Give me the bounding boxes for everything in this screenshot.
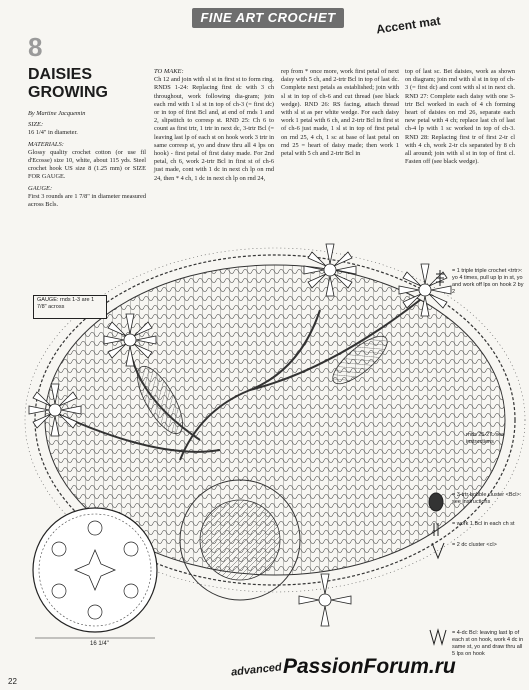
materials-text: Glossy quality crochet cotton (or use fil d'Ecosse) size 10, white, about 115 yds. Steel crochet hook US size 8 (1.25 mm) or SIZE FOR GAUGE. [28, 148, 146, 181]
size-label: SIZE: [28, 121, 44, 129]
title-line-1: DAISIES [28, 66, 93, 83]
left-column [28, 110, 146, 209]
legend-bcl3: = 3-trtr bobble cluster <Bcl>: see instructions [452, 492, 522, 505]
pattern-title [28, 66, 108, 102]
instructions-text-2: Ch 12 and join with sl st in first st to form ring. RNDS 1-24: Replacing first dc with 3 ch throughout, work following dia-gram; join each rnd with 1 sl st in top of ch-3 (= first dc) or in top of first Bcl and, at end of rnds 1 and 2, slipstitch to corresp st. RND 25: Ch 6 to count as first trtr, 1 trtr in next dc, 3-trtr Bcl (= leaving last lp of each st on hook work 3 trtr in same corresp st, yo and draw thru all 4 lps on hook) - first petal of first daisy made. For 2nd petal, ch 6, work 2-trtr Bcl in first st of ch-6 just made, cont with 1 dc in next ch lp on rnd 24, then * 4 ch, 1 dc in next ch lp on rnd 24, [154, 76, 274, 182]
author: By Martine Jacquemin [28, 110, 86, 117]
banner-title: FINE ART CROCHET [200, 10, 336, 25]
instructions-column-3 [281, 68, 399, 158]
instructions-column-4 [405, 68, 515, 166]
accent-mat-heading: Accent mat [375, 13, 442, 37]
materials-label: MATERIALS: [28, 140, 64, 148]
legend-cl2: = 2 dc cluster <cl> [452, 542, 497, 548]
instructions-column-2 [154, 68, 274, 183]
legend-bcl-dc: = work 1 Bcl in each ch st [452, 521, 515, 527]
watermark: PassionForum.ru [283, 655, 456, 678]
daisy-5 [299, 574, 351, 626]
gauge-label: GAUGE: [28, 184, 53, 192]
pattern-number: 8 [28, 32, 43, 62]
gauge-text: First 3 rounds are 1 7/8" in diameter measured across Bcls. [28, 192, 146, 209]
page-number: 22 [8, 677, 17, 686]
title-line-2: GROWING [28, 84, 108, 101]
gauge-box: GAUGE: rnds 1-3 are 1 7/8" across [33, 295, 107, 319]
section-banner [192, 8, 344, 28]
publisher-logo: advanced [230, 661, 283, 679]
daisy-2 [399, 264, 451, 316]
legend-rnds: rnds 25-27: see instructions [466, 432, 505, 445]
daisy-4 [29, 384, 81, 436]
daisy-1 [304, 244, 356, 296]
mini-doily [33, 508, 157, 632]
legend-trtr: = 1 triple triple crochet <trtr>: yo 4 times, pull up lp in st, yo and work off lps on hook 2 by 2 [452, 268, 524, 295]
diagram-dimension: 16 1/4" [90, 641, 109, 647]
instructions-text-4: top of last sc. Bet daisies, work as shown on diagram; join rnd with sl st in top of ch-3 (= first dc) and cont with sl st in next ch. RND 27: Complete each daisy with one 3-trtr Bcl worked in each of 4 ch forming heart of daisies on rnd 26, separate each new petal with 4 ch; replace last ch of last ch-4 lp with 1 sc worked in top of ch-3. RND 28: Replacing first tr of first 2-tr cl with 4 ch, work 2-tr cls separated by 8 ch all around; join with sl st in top of first cl. Fasten off (see black wedge). [405, 68, 515, 166]
lower-motif-center [200, 500, 280, 580]
instructions-text-3: rep from * once more, work first petal of next daisy with 5 ch, and 2-trtr Bcl in top of last dc. Complete next petals as established; join with sl st in top of ch-6 and cut thread (see black wedge). RND 26: RS facing, attach thread with sl st as per white wedge. For each daisy work 1 petal with 6 ch, and 2-trtr Bcl in first st of ch-6 just made, 1 sl st in top of first petal on rnd 25, 4 ch, 1 sc at base of last petal on rnd 25 = heart of daisy made; then work 1 petal with 5 ch and 2-trtr Bcl in [281, 68, 399, 158]
daisy-3 [104, 314, 156, 366]
legend-bcl4: = 4-dc Bcl: leaving last lp of each st on hook, work 4 dc in same st, yo and draw thru all 5 lps on hook [452, 630, 524, 657]
size-text: 16 1/4" in diameter. [28, 129, 78, 137]
to-make-label: TO MAKE: [154, 68, 184, 75]
